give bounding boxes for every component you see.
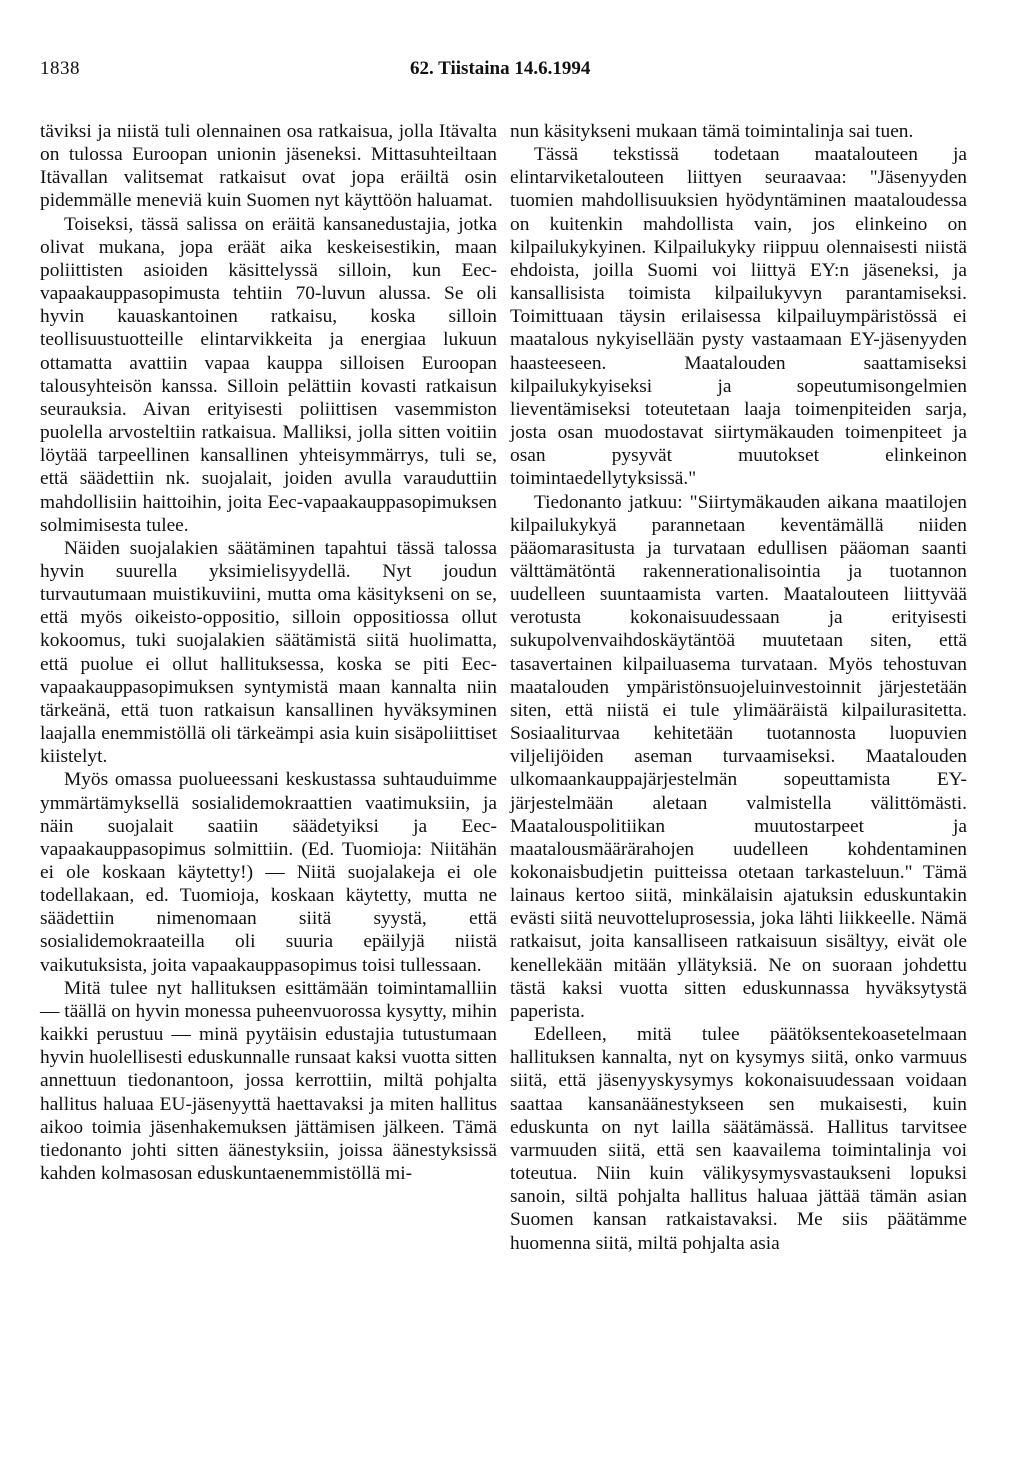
paragraph: nun käsitykseni mukaan tämä toimintalinja sai tuen. (510, 121, 914, 142)
paragraph: Tiedonanto jatkuu: "Siirtymäkauden aikana maatilojen kilpailukykyä parannetaan keventämällä niiden pääomarasitusta ja turvataan edullisen pääoman saanti välttämätöntä rakennerationalisointia ja tuotannon uudelleen suuntaamista varten. Maatalouteen liittyvää verotusta kokonaisuudessaan ja erityisesti sukupolvenvaihdoskäytäntöä muutetaan siten, että tasavertainen kilpailuasema turvataan. Myös tehostuvan maatalouden ympäristönsuojeluinvestoinnit järjestetään siten, että niistä ei tule ylimääräistä kilpailurasitetta. Sosiaaliturvaa kehitetään tuotannosta luopuvien viljelijöiden aseman turvaamiseksi. Maatalouden ulkomaankauppajärjestelmän sopeuttamista EY-järjestelmään aletaan valmistella välittömästi. Maatalouspolitiikan muutostarpeet ja maatalousmäärärahojen uudelleen kohdentaminen kokonaisbudjetin puitteissa otetaan tarkasteluun." Tämä lainaus kertoo siitä, minkälaisin ajatuksin eduskuntakin evästi siitä neuvotteluprosessia, joka lähti liikkeelle. Nämä ratkaisut, joita kansalliseen ratkaisuun sisältyy, eivät ole kenellekään mitään yllätyksiä. Ne on suoraan johdettu tästä kaksi vuotta sitten eduskunnassa hyväksytystä paperista. (510, 491, 967, 1022)
session-title: 62. Tiistaina 14.6.1994 (410, 58, 591, 79)
paragraph: Tässä tekstissä todetaan maatalouteen ja elintarviketalouteen liittyen seuraavaa: "Jäsenyyden tuomien mahdollisuuksien hyödyntäminen maataloudessa on kuitenkin mahdollista vain, jos elinkeino on kilpailukykyinen. Kilpailukyky riippuu olennaisesti niistä ehdoista, joilla Suomi voi liittyä EY:n jäseneksi, ja kansallisista toimista kilpailukyvyn parantamiseksi. Toimittuaan täysin erilaisessa kilpailuympäristössä ei maatalous nykyisellään pysty vastaamaan EY-jäsenyyden haasteeseen. Maatalouden saattamiseksi kilpailukykyiseksi ja sopeutumisongelmien lieventämiseksi toteutetaan laaja toimenpiteiden sarja, josta osan muodostavat siirtymäkauden toimenpiteet ja osan pysyvät muutokset elinkeinon toimintaedellytyksissä." (510, 144, 967, 490)
paragraph: täviksi ja niistä tuli olennainen osa ratkaisua, jolla Itävalta on tulossa Euroopan unionin jäseneksi. Mittasuhteiltaan Itävallan valitsemat ratkaisut ovat jopa eräiltä osin pidemmälle meneviä kuin Suomen nyt käyttöön haluamat. (40, 121, 497, 212)
paragraph: Mitä tulee nyt hallituksen esittämään toimintamalliin — täällä on hyvin monessa puheenvuorossa kysytty, mihin kaikki perustuu — minä pyytäisin edustajia tutustumaan hyvin huolellisesti eduskunnalle runsaat kaksi vuotta sitten annettuun tiedonantoon, jossa kerrottiin, miltä pohjalta hallitus haluaa EU-jäsenyyttä haettavaksi ja miten hallitus aikoo toimia jäsenhakemuksen jättämisen jälkeen. Tämä tiedonanto johti sitten äänestyksiin, joissa äänestyksissä kahden kolmasosan eduskuntaenemmistöllä mi- (40, 977, 497, 1185)
paragraph: Edelleen, mitä tulee päätöksentekoasetelmaan hallituksen kannalta, nyt on kysymys siitä, onko varmuus siitä, että jäsenyyskysymys kokonaisuudessaan voidaan saattaa kansanäänestykseen sen mukaisesti, kuin eduskunta on nyt lailla säätämässä. Hallitus tarvitsee varmuuden siitä, että sen kaavailema toimintalinja voi toteutua. Niin kuin välikysymysvastaukseni lopuksi sanoin, siltä pohjalta hallitus haluaa jättää tämän asian Suomen kansan ratkaistavaksi. Me siis päätämme huomenna siitä, miltä pohjalta asia (510, 1024, 967, 1254)
left-column (40, 120, 497, 1185)
right-column (510, 120, 967, 1255)
paragraph: Myös omassa puolueessani keskustassa suhtauduimme ymmärtämyksellä sosialidemokraattien vaatimuksiin, ja näin suojalait saatiin säädetyiksi ja Eec-vapaakauppasopimus solmittiin. (Ed. Tuomioja: Niitähän ei ole koskaan käytetty!) — Niitä suojalakeja ei ole todellakaan, ed. Tuomioja, koskaan käytetty, mutta ne säädettiin nimenomaan siitä syystä, että sosialidemokraateilla oli suuria epäilyjä niistä vaikutuksista, joita vapaakauppasopimus toisi tullessaan. (40, 769, 497, 976)
paragraph: Toiseksi, tässä salissa on eräitä kansanedustajia, jotka olivat mukana, jopa eräät aika keskeisestikin, maan poliittisten asioiden käsittelyssä silloin, kun Eec-vapaakauppasopimusta tehtiin 70-luvun alussa. Se oli hyvin kauaskantoinen ratkaisu, koska silloin teollisuustuotteille elintarvikkeita ja energiaa lukuun ottamatta avattiin vapaa kauppa silloisen Euroopan talousyhteisön kanssa. Silloin pelättiin kovasti ratkaisun seurauksia. Aivan erityisesti poliittisen vasemmiston puolella arvosteltiin ratkaisua. Malliksi, jolla sitten voitiin löytää tarpeellinen kansallinen yhteisymmärrys, tuli se, että säädettiin nk. suojalait, joiden avulla varauduttiin mahdollisiin haittoihin, joita Eec-vapaakauppasopimuksen solmimisesta tulee. (40, 213, 497, 536)
paragraph: Näiden suojalakien säätäminen tapahtui tässä talossa hyvin suurella yksimielisyydellä. Nyt joudun turvautumaan muistikuviini, mutta oma käsitykseni on se, että myös oikeisto-oppositio, silloin oppositiossa ollut kokoomus, tuki suojalakien säätämistä siitä huolimatta, että puolue ei ollut hallituksessa, koska se piti Eec-vapaakauppasopimuksen syntymistä maan kannalta niin tärkeänä, että tuon ratkaisun kansallinen hyväksyminen laajalla enemmistöllä oli tärkeämpi asia kuin sisäpoliittiset kiistelyt. (40, 537, 497, 768)
page-header (40, 58, 988, 88)
page-number: 1838 (40, 58, 80, 79)
